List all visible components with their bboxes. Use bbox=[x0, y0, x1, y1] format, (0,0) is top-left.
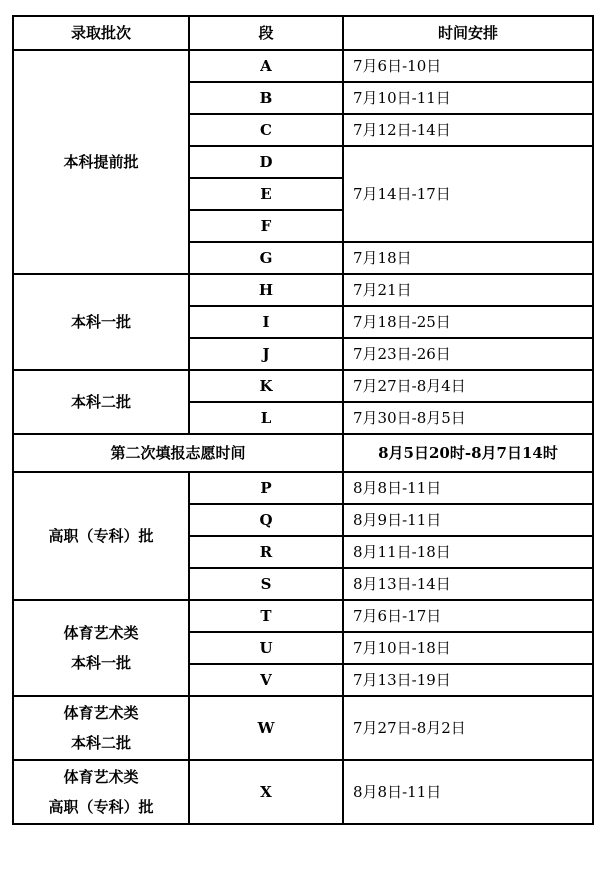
batch-cell: 本科提前批 bbox=[13, 50, 189, 274]
segment-cell: I bbox=[189, 306, 343, 338]
time-cell: 7月18日-25日 bbox=[343, 306, 593, 338]
time-cell: 7月18日 bbox=[343, 242, 593, 274]
second-round-value: 8月5日20时-8月7日14时 bbox=[343, 434, 593, 472]
header-segment: 段 bbox=[189, 16, 343, 50]
time-cell: 7月27日-8月2日 bbox=[343, 696, 593, 760]
admission-schedule-table bbox=[12, 15, 594, 825]
time-cell: 7月14日-17日 bbox=[343, 146, 593, 242]
time-cell: 7月27日-8月4日 bbox=[343, 370, 593, 402]
batch-cell: 高职（专科）批 bbox=[13, 472, 189, 600]
batch-line: 本科二批 bbox=[70, 734, 131, 752]
segment-cell: D bbox=[189, 146, 343, 178]
batch-cell bbox=[13, 760, 189, 824]
header-schedule: 时间安排 bbox=[343, 16, 593, 50]
segment-cell: U bbox=[189, 632, 343, 664]
segment-cell: W bbox=[189, 696, 343, 760]
batch-line: 本科一批 bbox=[70, 654, 131, 672]
batch-line: 体育艺术类 bbox=[63, 768, 139, 786]
time-cell: 8月13日-14日 bbox=[343, 568, 593, 600]
segment-cell: A bbox=[189, 50, 343, 82]
segment-cell: S bbox=[189, 568, 343, 600]
segment-cell: C bbox=[189, 114, 343, 146]
table-row bbox=[13, 50, 593, 82]
header-batch: 录取批次 bbox=[13, 16, 189, 50]
time-cell: 7月30日-8月5日 bbox=[343, 402, 593, 434]
segment-cell: L bbox=[189, 402, 343, 434]
batch-cell bbox=[13, 696, 189, 760]
segment-cell: T bbox=[189, 600, 343, 632]
time-cell: 8月9日-11日 bbox=[343, 504, 593, 536]
segment-cell: P bbox=[189, 472, 343, 504]
second-round-label: 第二次填报志愿时间 bbox=[13, 434, 343, 472]
segment-cell: R bbox=[189, 536, 343, 568]
second-round-row bbox=[13, 434, 593, 472]
batch-cell bbox=[13, 600, 189, 696]
batch-cell: 本科二批 bbox=[13, 370, 189, 434]
table-row bbox=[13, 696, 593, 760]
time-cell: 8月8日-11日 bbox=[343, 472, 593, 504]
time-cell: 7月21日 bbox=[343, 274, 593, 306]
time-cell: 7月6日-17日 bbox=[343, 600, 593, 632]
segment-cell: G bbox=[189, 242, 343, 274]
segment-cell: K bbox=[189, 370, 343, 402]
segment-cell: H bbox=[189, 274, 343, 306]
table-row bbox=[13, 600, 593, 632]
batch-line: 体育艺术类 bbox=[63, 624, 139, 642]
batch-cell: 本科一批 bbox=[13, 274, 189, 370]
time-cell: 7月23日-26日 bbox=[343, 338, 593, 370]
time-cell: 7月6日-10日 bbox=[343, 50, 593, 82]
batch-line: 高职（专科）批 bbox=[48, 798, 154, 816]
segment-cell: E bbox=[189, 178, 343, 210]
time-cell: 7月13日-19日 bbox=[343, 664, 593, 696]
segment-cell: J bbox=[189, 338, 343, 370]
time-cell: 7月10日-11日 bbox=[343, 82, 593, 114]
time-cell: 8月8日-11日 bbox=[343, 760, 593, 824]
table-row bbox=[13, 370, 593, 402]
time-cell: 8月11日-18日 bbox=[343, 536, 593, 568]
segment-cell: Q bbox=[189, 504, 343, 536]
table-row bbox=[13, 274, 593, 306]
batch-line: 体育艺术类 bbox=[63, 704, 139, 722]
time-cell: 7月12日-14日 bbox=[343, 114, 593, 146]
segment-cell: V bbox=[189, 664, 343, 696]
header-row bbox=[13, 16, 593, 50]
table-row bbox=[13, 760, 593, 824]
segment-cell: B bbox=[189, 82, 343, 114]
time-cell: 7月10日-18日 bbox=[343, 632, 593, 664]
segment-cell: F bbox=[189, 210, 343, 242]
segment-cell: X bbox=[189, 760, 343, 824]
table-row bbox=[13, 472, 593, 504]
